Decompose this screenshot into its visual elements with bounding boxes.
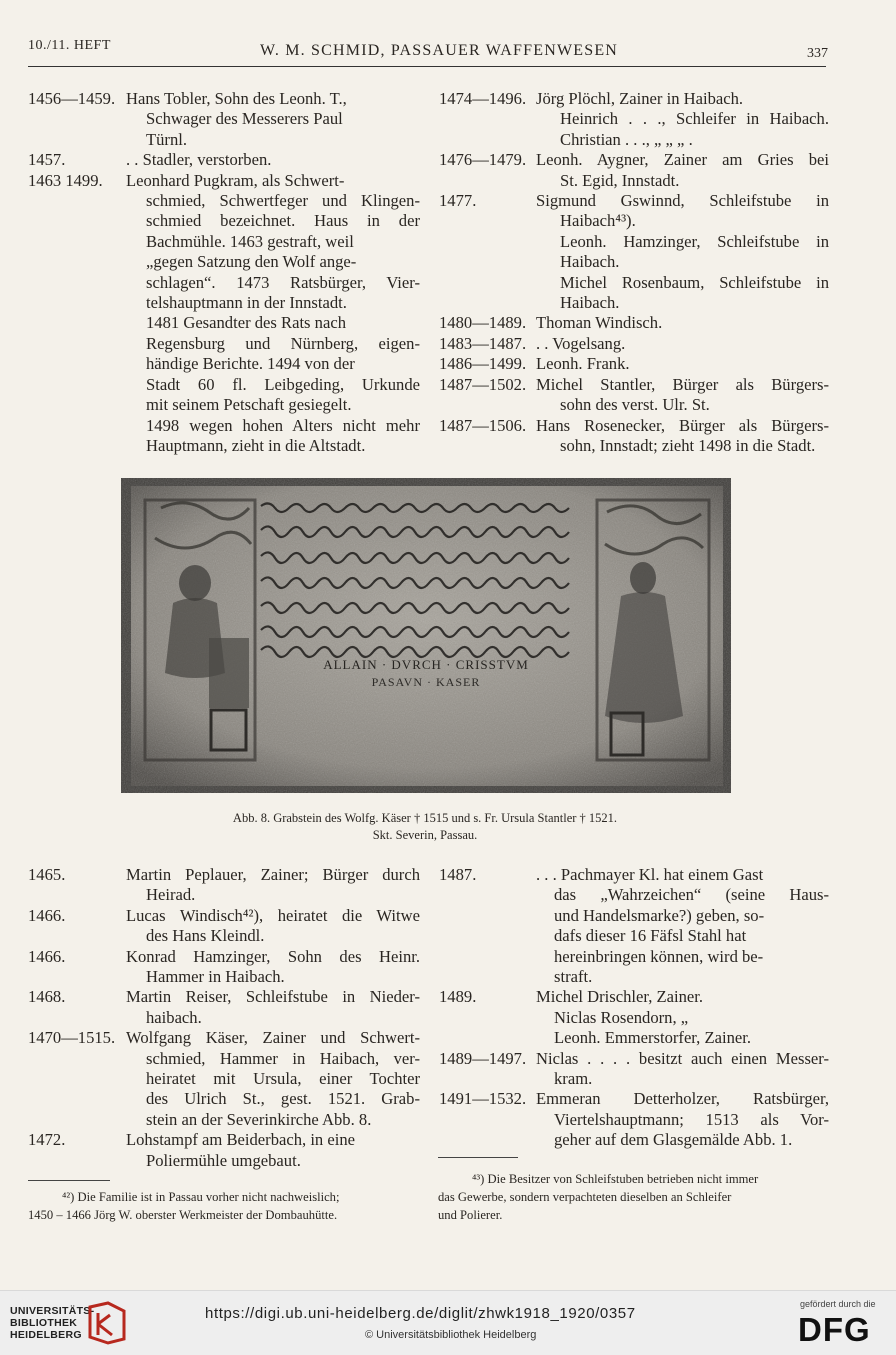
- entry-text-line: Sigmund Gswinnd, Schleifstube in: [536, 191, 829, 211]
- entry-text-line: Lucas Windisch⁴²), heiratet die Witwe: [126, 905, 420, 925]
- entry-text-line: Emmeran Detterholzer, Ratsbürger,: [536, 1089, 829, 1109]
- column-bottom-right: [439, 865, 829, 1151]
- entry-text-line: heiratet mit Ursula, einer Tochter: [146, 1069, 420, 1089]
- entry-text-line: stein an der Severinkirche Abb. 8.: [146, 1109, 372, 1129]
- entry-text-line: dafs dieser 16 Fäfsl Stahl hat: [554, 926, 747, 946]
- library-logo-text: [10, 1305, 94, 1341]
- page-number: 337: [807, 46, 828, 61]
- entry-text-line: Martin Peplauer, Zainer; Bürger durch: [126, 865, 420, 884]
- entry-year: 1466.: [28, 905, 66, 925]
- entry: [439, 150, 829, 191]
- entry-text-line: sohn, Innstadt; zieht 1498 in die Stadt.: [560, 435, 816, 455]
- entry-year: 1468.: [28, 987, 66, 1007]
- entry-text-line: „gegen Satzung den Wolf ange-: [146, 252, 357, 272]
- entry-text-line: . . Stadler, verstorben.: [126, 150, 272, 170]
- entry-text: [439, 191, 829, 313]
- entry-text-line: Leonh. Emmerstorfer, Zainer.: [554, 1028, 752, 1048]
- entry-text-line: Leonh. Aygner, Zainer am Gries bei: [536, 150, 829, 170]
- entry: [28, 171, 420, 457]
- entry-text-line: mit seinem Petschaft gesiegelt.: [146, 395, 352, 415]
- entry: [439, 1049, 829, 1090]
- entry-text: [28, 906, 420, 947]
- entry: [28, 150, 420, 170]
- footnote-42-line-1: ⁴²) Die Familie ist in Passau vorher nicht nachweislich;: [62, 1190, 340, 1204]
- entry-text-line: und Handelsmarke?) geben, so-: [554, 905, 765, 925]
- entry-text: [28, 947, 420, 988]
- footnote-43-line-3: und Polierer.: [438, 1208, 503, 1222]
- entry-year: 1457.: [28, 150, 66, 170]
- footnote-rule-right: [438, 1157, 518, 1158]
- gravestone-figure: [121, 478, 731, 793]
- entry-year: 1487—1506.: [439, 415, 527, 435]
- entry-text-line: Thoman Windisch.: [536, 313, 663, 333]
- entry-text-line: des Ulrich St., gest. 1521. Grab-: [146, 1089, 420, 1109]
- entry-text-line: Leonhard Pugkram, als Schwert-: [126, 170, 345, 190]
- entry-text-line: Hans Rosenecker, Bürger als Bürgers-: [536, 415, 829, 435]
- library-name-line-3: HEIDELBERG: [10, 1329, 82, 1341]
- entry-text-line: Martin Reiser, Schleifstube in Nieder-: [126, 987, 420, 1007]
- entry-year: 1456—1459.: [28, 89, 116, 108]
- entry-text-line: Leonh. Frank.: [536, 354, 630, 374]
- entry-year: 1489—1497.: [439, 1048, 527, 1068]
- footnote-43-line-1: ⁴³) Die Besitzer von Schleifstuben betrieben nicht immer: [472, 1172, 759, 1186]
- entry-text-line: Jörg Plöchl, Zainer in Haibach.: [536, 89, 744, 108]
- entry: [439, 89, 829, 150]
- entry-text-line: telshauptmann in der Innstadt.: [146, 293, 347, 313]
- entry-text-line: Konrad Hamzinger, Sohn des Heinr.: [126, 946, 420, 966]
- entry: [439, 865, 829, 987]
- figure-caption: [0, 810, 850, 844]
- entry: [439, 313, 829, 333]
- entry-year: 1470—1515.: [28, 1028, 116, 1048]
- entry-year: 1486—1499.: [439, 354, 527, 374]
- entry-text: [28, 987, 420, 1028]
- entry-text-line: haibach.: [146, 1007, 202, 1027]
- entry-text-line: schmied, Hammer in Haibach, ver-: [146, 1048, 420, 1068]
- entry: [439, 334, 829, 354]
- entry-text: [28, 865, 420, 906]
- entry: [439, 375, 829, 416]
- entry-text-line: Haibach.: [560, 293, 620, 313]
- entry-text-line: schmied, Schwertfeger und Klingen-: [146, 191, 420, 211]
- entry-text-line: Hans Tobler, Sohn des Leonh. T.,: [126, 89, 347, 108]
- kneeling-man-figure: [179, 565, 211, 601]
- footnote-42-line-2: 1450 – 1466 Jörg W. oberster Werkmeister der Dombauhütte.: [28, 1208, 338, 1222]
- entry-text-line: Türnl.: [146, 129, 188, 149]
- entry: [439, 191, 829, 313]
- entry-year: 1466.: [28, 946, 66, 966]
- entry: [439, 1089, 829, 1150]
- entry: [439, 416, 829, 457]
- issue-label: 10./11. HEFT: [28, 38, 111, 53]
- library-logo-icon: [86, 1301, 128, 1345]
- entry-text-line: Heirad.: [146, 885, 196, 905]
- entry-text-line: Poliermühle umgebaut.: [146, 1150, 301, 1170]
- entry-text-line: sohn des verst. Ulr. St.: [560, 395, 710, 415]
- funding-label: gefördert durch die: [800, 1299, 876, 1309]
- column-top-right: [439, 89, 829, 456]
- dfg-logo: DFG: [798, 1311, 871, 1348]
- gravestone-image: [121, 478, 731, 793]
- entry-year: 1487—1502.: [439, 374, 527, 394]
- entry-text: [439, 865, 829, 987]
- entry-text-line: . . Vogelsang.: [536, 333, 626, 353]
- figure-caption-line-2: Skt. Severin, Passau.: [372, 828, 478, 842]
- entry-text-line: schmied bezeichnet. Haus in der: [146, 211, 420, 231]
- footnote-rule-left: [28, 1180, 110, 1181]
- entry-year: 1491—1532.: [439, 1089, 527, 1109]
- entry-text-line: Michel Rosenbaum, Schleifstube in: [560, 272, 829, 292]
- entry-text-line: Hauptmann, zieht in die Altstadt.: [146, 435, 366, 455]
- entry-text-line: Bachmühle. 1463 gestraft, weil: [146, 231, 354, 251]
- entry-text-line: schlagen“. 1473 Ratsbürger, Vier-: [146, 272, 420, 292]
- running-header: [28, 38, 826, 67]
- entry-text-line: Haibach⁴³).: [560, 211, 636, 231]
- entry-year: 1465.: [28, 865, 66, 884]
- entry-year: 1480—1489.: [439, 313, 527, 333]
- column-bottom-left: [28, 865, 420, 1171]
- entry-text-line: Schwager des Messerers Paul: [146, 109, 343, 129]
- entry-text-line: Heinrich . . ., Schleifer in Haibach.: [560, 109, 829, 129]
- library-name-line-2: BIBLIOTHEK: [10, 1317, 78, 1329]
- entry-text: [439, 987, 829, 1048]
- entry-text-line: des Hans Kleindl.: [146, 926, 265, 946]
- entry: [439, 987, 829, 1048]
- entry-year: 1483—1487.: [439, 333, 527, 353]
- entry-text-line: Stadt 60 fl. Leibgeding, Urkunde: [146, 374, 420, 394]
- entry-year: 1477.: [439, 191, 477, 211]
- footnote-43-line-2: das Gewerbe, sondern verpachteten dieselben an Schleifer: [438, 1190, 732, 1204]
- entry-text-line: Leonh. Hamzinger, Schleifstube in: [560, 231, 829, 251]
- entry: [28, 987, 420, 1028]
- inscription-line-2: PASAVN · KASER: [371, 675, 481, 689]
- entry: [439, 354, 829, 374]
- entry-year: 1472.: [28, 1130, 66, 1150]
- entry-text-line: kram.: [554, 1069, 593, 1089]
- entry-text-line: hereinbringen können, wird be-: [554, 946, 764, 966]
- entry-year: 1474—1496.: [439, 89, 527, 108]
- entry-text-line: geher auf dem Glasgemälde Abb. 1.: [554, 1130, 793, 1150]
- entry-text-line: 1498 wegen hohen Alters nicht mehr: [146, 415, 420, 435]
- entry-text-line: St. Egid, Innstadt.: [560, 170, 680, 190]
- entry-text-line: Niclas . . . . besitzt auch einen Messer-: [536, 1048, 829, 1068]
- entry-text-line: straft.: [554, 967, 593, 987]
- inscription-line-1: ALLAIN · DVRCH · CRISSTVM: [323, 657, 529, 672]
- entry-text-line: Hammer in Haibach.: [146, 967, 285, 987]
- entry-text-line: händige Berichte. 1494 von der: [146, 354, 355, 374]
- entry-text-line: . . . Pachmayer Kl. hat einem Gast: [536, 865, 764, 884]
- entry-text: [28, 1130, 420, 1171]
- entry-text-line: 1481 Gesandter des Rats nach: [146, 313, 346, 333]
- entry-year: 1476—1479.: [439, 150, 527, 170]
- entry-year: 1489.: [439, 987, 477, 1007]
- entry: [28, 89, 420, 150]
- column-top-left: [28, 89, 420, 456]
- copyright-notice: © Universitätsbibliothek Heidelberg: [365, 1329, 537, 1341]
- entry-text-line: Michel Stantler, Bürger als Bürgers-: [536, 374, 829, 394]
- entry-text: [28, 150, 420, 170]
- running-title: W. M. SCHMID, PASSAUER WAFFENWESEN: [260, 42, 619, 59]
- permalink-url[interactable]: https://digi.ub.uni-heidelberg.de/diglit/zhwk1918_1920/0357: [205, 1305, 636, 1322]
- entry: [28, 906, 420, 947]
- entry: [28, 1130, 420, 1171]
- entry-text-line: Haibach.: [560, 252, 620, 272]
- library-name-line-1: UNIVERSITÄTS-: [10, 1305, 95, 1317]
- entry: [28, 865, 420, 906]
- entry-year: 1463 1499.: [28, 170, 103, 190]
- entry-text-line: Viertelshauptmann; 1513 als Vor-: [554, 1109, 829, 1129]
- entry-text-line: Michel Drischler, Zainer.: [536, 987, 704, 1007]
- entry-text-line: das „Wahrzeichen“ (seine Haus-: [554, 885, 829, 905]
- entry: [28, 947, 420, 988]
- entry: [28, 1028, 420, 1130]
- figure-caption-line-1: Abb. 8. Grabstein des Wolfg. Käser † 1515 und s. Fr. Ursula Stantler † 1521.: [232, 811, 618, 825]
- entry-text-line: Regensburg und Nürnberg, eigen-: [146, 333, 420, 353]
- viewer-footer: [0, 1290, 896, 1355]
- kneeling-woman-figure: [630, 562, 656, 594]
- entry-year: 1487.: [439, 865, 477, 884]
- entry-text: [28, 171, 420, 457]
- entry-text-line: Christian . . ., „ „ „ .: [560, 129, 693, 149]
- entry-text-line: Lohstampf am Beiderbach, in eine: [126, 1130, 356, 1150]
- entry-text-line: Wolfgang Käser, Zainer und Schwert-: [126, 1028, 420, 1048]
- entry-text-line: Niclas Rosendorn, „: [554, 1007, 689, 1027]
